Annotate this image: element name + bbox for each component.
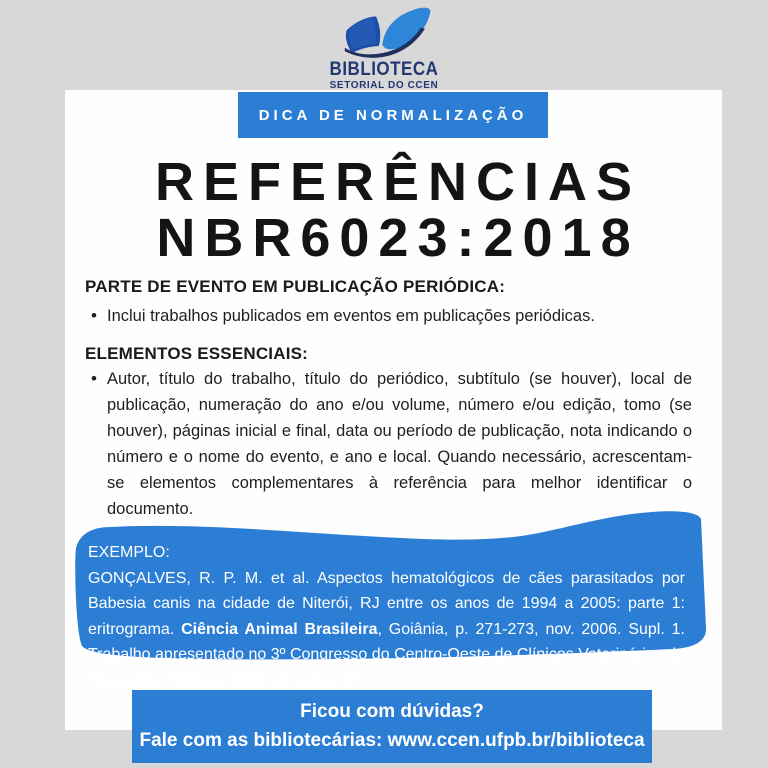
page-title-line2: NBR6023:2018 [156,208,640,268]
example-citation [88,566,685,694]
logo-title: BIBLIOTECA [329,58,439,80]
example-highlight-block [66,502,710,689]
tip-banner [238,92,548,138]
section-heading-parte-de-evento: PARTE DE EVENTO EM PUBLICAÇÃO PERIÓDICA: [85,277,506,296]
footer-contact-banner [132,690,652,763]
example-text [88,540,685,693]
page-title [65,154,722,266]
section-bullet: • Autor, título do trabalho, título do periódico, subtítulo (se houver), local de publicação, numeração do ano e/ou volume, número e/ou edição, tomo (se houver), páginas inicial e final, data ou período de publicação, nota indicando o número e o nome do evento, e ano e local. Quando necessário, acrescentam-se elementos complementares à referência para melhor identificar o documento. [85,366,692,522]
page-title-line1: REFERÊNCIAS [154,152,642,212]
footer-question: Ficou com dúvidas? [300,701,484,722]
tip-banner-label: DICA DE NORMALIZAÇÃO [258,106,528,124]
section-bullet: • Inclui trabalhos publicados em eventos em publicações periódicas. [85,303,692,329]
section-heading-elementos-essenciais: ELEMENTOS ESSENCIAIS: [85,344,309,363]
library-logo [0,6,768,91]
citation-text-before: GONÇALVES, R. P. M. et al. Aspectos hematológicos de cães parasitados por Babesia canis na cidade de Niterói, RJ entre os anos de 1994 a 2005: parte 1: eritrograma. [88,569,685,638]
example-label: EXEMPLO: [88,544,170,561]
citation-journal-title: Ciência Animal Brasileira [181,620,378,638]
logo-subtitle: SETORIAL DO CCEN [329,80,439,91]
footer-contact-url: Fale com as bibliotecárias: www.ccen.ufpb.br/biblioteca [139,730,645,751]
open-book-icon [325,6,443,60]
citation-text-after: , Goiânia, p. 271-273, nov. 2006. Supl. 1. Trabalho apresentado no 3º Congresso do Centro-Oeste de Clínicos Veterinários de Pequenos Animais, 2006, [Brasília, DF]. [88,620,685,689]
